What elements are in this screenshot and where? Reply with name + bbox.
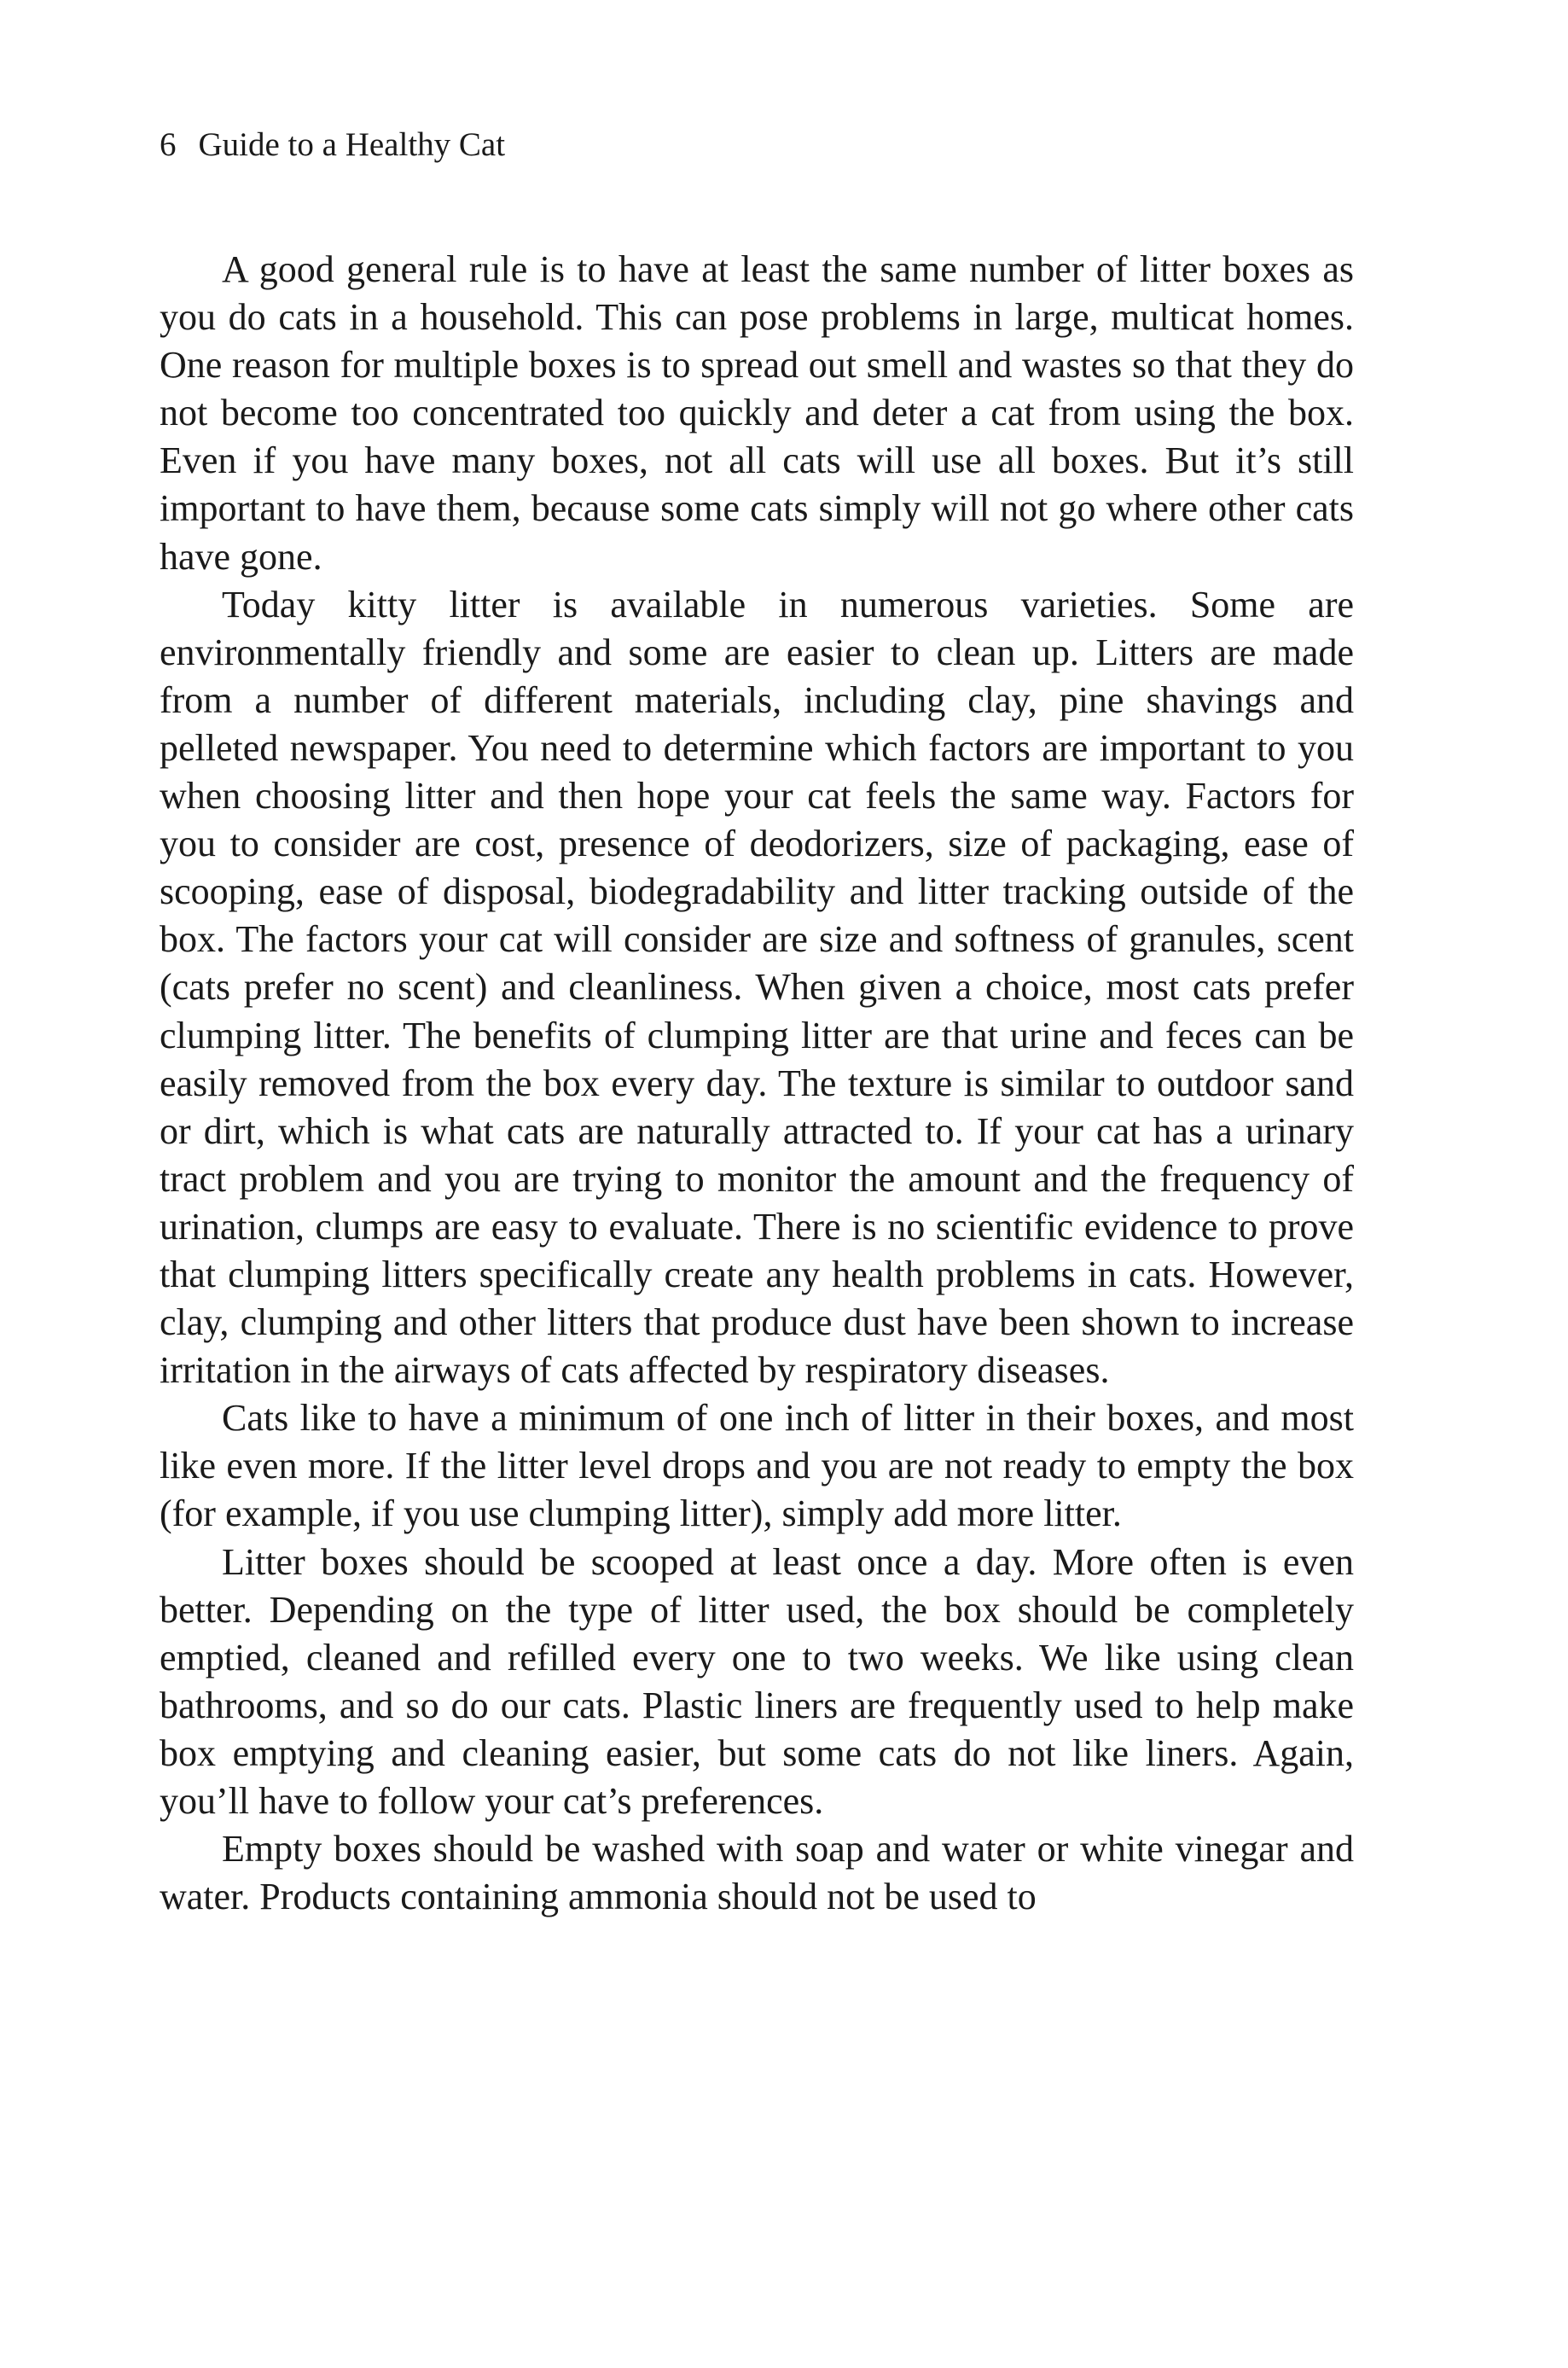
book-title: Guide to a Healthy Cat	[198, 126, 506, 163]
page-number: 6	[160, 126, 177, 163]
paragraph-litter-depth: Cats like to have a minimum of one inch of litter in their boxes, and most like even more. If the litter level drops and you are not ready to empty the box (for example, if you use clumping litter), simply add more litter.	[160, 1397, 1354, 1535]
body-text	[160, 246, 1354, 1921]
paragraph-washing: Empty boxes should be washed with soap and water or white vinegar and water. Products containing ammonia should not be used to	[160, 1828, 1354, 1918]
paragraph-litter-varieties: Today kitty litter is available in numerous varieties. Some are environmentally friendly and some are easier to clean up. Litters are made from a number of different materials, including clay, pine shavings and pelleted newspaper. You need to determine which factors are important to you when choosing litter and then hope your cat feels the same way. Factors for you to consider are cost, presence of deodorizers, size of packaging, ease of scooping, ease of disposal, biodegradability and litter tracking outside of the box. The factors your cat will consider are size and softness of granules, scent (cats prefer no scent) and cleanliness. When given a choice, most cats prefer clumping litter. The benefits of clumping litter are that urine and feces can be easily removed from the box every day. The texture is similar to outdoor sand or dirt, which is what cats are naturally attracted to. If your cat has a urinary tract problem and you are trying to monitor the amount and the frequency of urination, clumps are easy to evaluate. There is no scientific evidence to prove that clumping litters specifically create any health problems in cats. However, clay, clumping and other litters that produce dust have been shown to increase irritation in the airways of cats affected by respiratory diseases.	[160, 583, 1354, 1392]
paragraph-scooping: Litter boxes should be scooped at least once a day. More often is even better. Depending on the type of litter used, the box should be completely emptied, cleaned and refilled every one to two weeks. We like using clean bathrooms, and so do our cats. Plastic liners are frequently used to help make box emptying and cleaning easier, but some cats do not like liners. Again, you’ll have to follow your cat’s preferences.	[160, 1540, 1354, 1822]
paragraph-litter-box-count: A good general rule is to have at least the same number of litter boxes as you do cats in a household. This can pose problems in large, multicat homes. One reason for multiple boxes is to spread out smell and wastes so that they do not become too concentrated too quickly and deter a cat from using the box. Even if you have many boxes, not all cats will use all boxes. But it’s still important to have them, because some cats simply will not go where other cats have gone.	[160, 248, 1354, 578]
running-head	[160, 119, 505, 171]
